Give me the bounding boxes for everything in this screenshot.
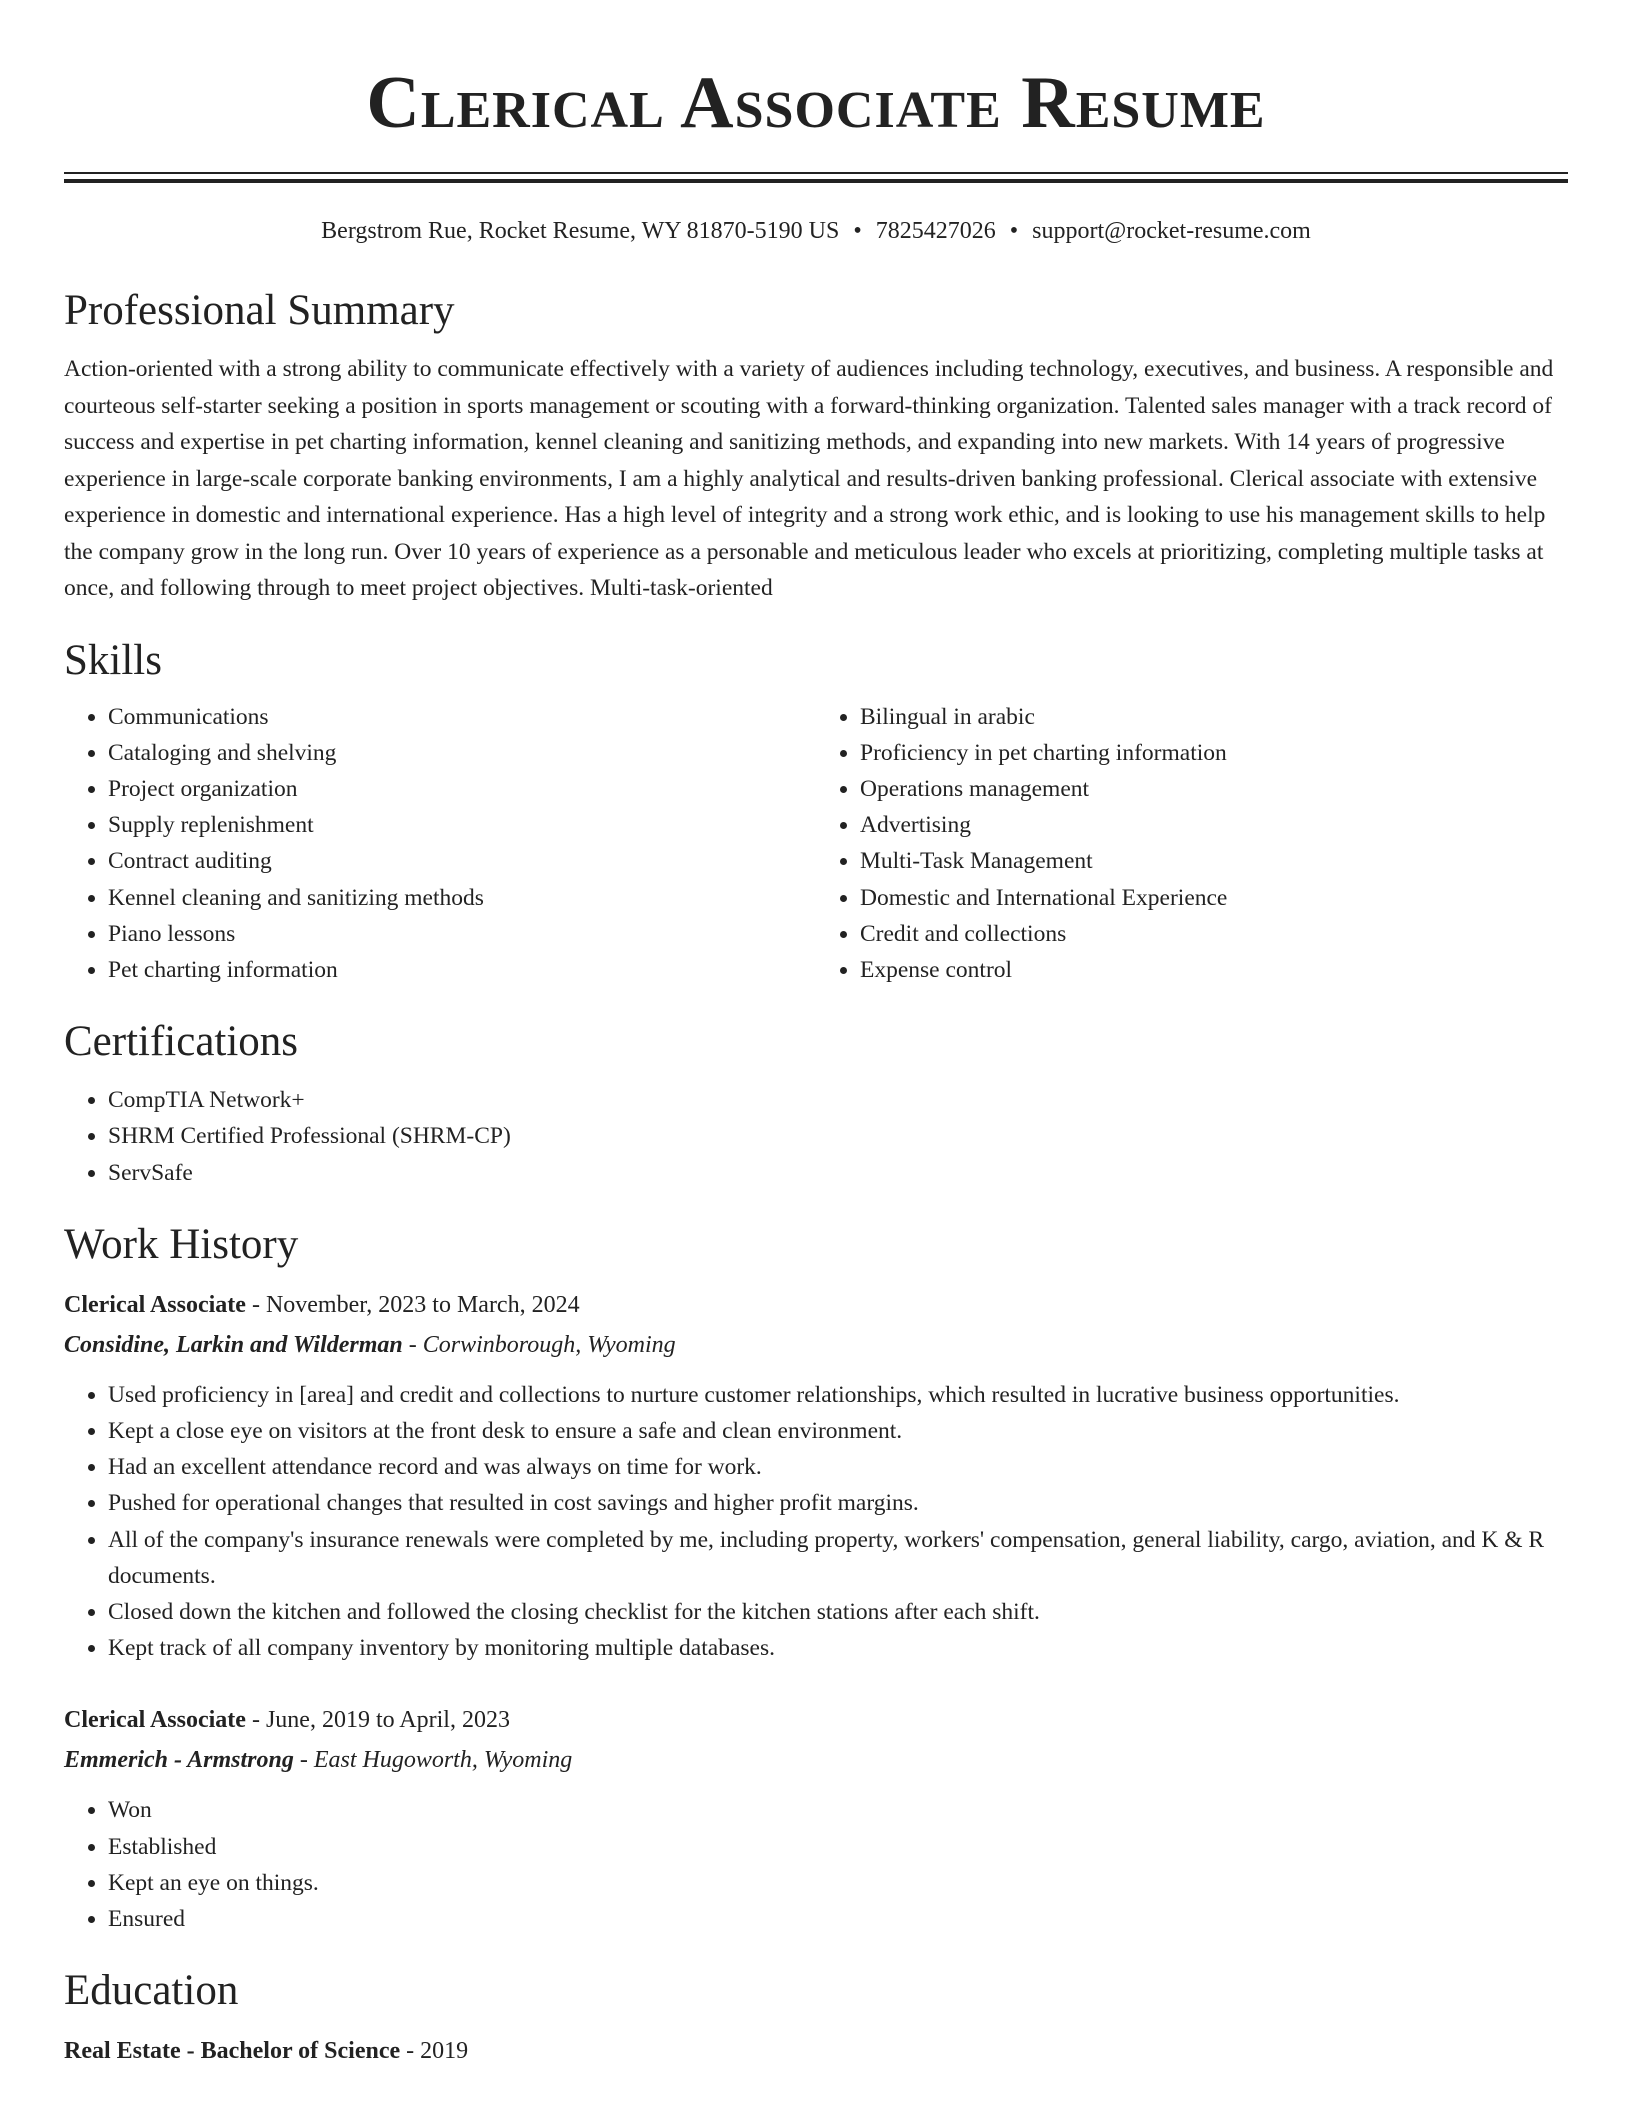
summary-heading: Professional Summary xyxy=(64,287,455,334)
skill-item: • Cataloging and shelving xyxy=(108,735,816,771)
skill-item: • Supply replenishment xyxy=(108,807,816,843)
job-bullet: • Kept an eye on things. xyxy=(108,1865,1568,1901)
skills-heading: Skills xyxy=(64,636,162,684)
summary-section xyxy=(64,283,1568,607)
job-bullet: • Won xyxy=(108,1792,1568,1828)
job-bullet: • Kept track of all company inventory by monitoring multiple databases. xyxy=(108,1630,1568,1666)
job-company: Emmerich - Armstrong xyxy=(64,1747,294,1774)
job-title-line xyxy=(64,1700,1568,1740)
skill-item: • Kennel cleaning and sanitizing methods xyxy=(108,880,816,916)
skill-item: • Multi-Task Management xyxy=(860,843,1568,879)
skills-columns xyxy=(64,699,1568,989)
job-bullet: • Used proficiency in [area] and credit and collections to nurture customer relationships, which resulted in lucrative business opportunities. xyxy=(108,1377,1568,1413)
certification-item: • SHRM Certified Professional (SHRM-CP) xyxy=(108,1118,1568,1154)
job-company: Considine, Larkin and Wilderman xyxy=(64,1331,403,1358)
job-bullet: • Had an excellent attendance record and was always on time for work. xyxy=(108,1449,1568,1485)
work-history-section xyxy=(64,1217,1568,1937)
certification-item: • ServSafe xyxy=(108,1155,1568,1191)
skill-item: • Pet charting information xyxy=(108,952,816,988)
contact-separator: • xyxy=(853,218,862,244)
skill-item: • Advertising xyxy=(860,807,1568,843)
job-title: Clerical Associate xyxy=(64,1707,246,1734)
skill-item: • Domestic and International Experience xyxy=(860,880,1568,916)
job-entry xyxy=(64,1700,1568,1937)
contact-email: support@rocket-resume.com xyxy=(1032,218,1311,244)
resume-title: Clerical Associate Resume xyxy=(366,62,1266,144)
job-title: Clerical Associate xyxy=(64,1291,246,1318)
education-degree: Real Estate - Bachelor of Science xyxy=(64,2038,401,2065)
skill-item: • Project organization xyxy=(108,771,816,807)
education-heading: Education xyxy=(64,1967,239,2015)
contact-separator: • xyxy=(1009,218,1019,244)
skills-list-right xyxy=(816,699,1568,989)
job-bullet: • Established xyxy=(108,1829,1568,1865)
contact-address: Bergstrom Rue, Rocket Resume, WY 81870-5190 US xyxy=(321,218,840,244)
job-entry xyxy=(64,1285,1568,1667)
title-divider xyxy=(64,172,1568,183)
job-company-line xyxy=(64,1740,1568,1780)
skill-item: • Credit and collections xyxy=(860,916,1568,952)
job-bullet: • Ensured xyxy=(108,1901,1568,1937)
skill-item: • Expense control xyxy=(860,952,1568,988)
contact-phone: 7825427026 xyxy=(875,218,996,244)
job-dates: - November, 2023 to March, 2024 xyxy=(245,1291,580,1318)
skill-item: • Piano lessons xyxy=(108,916,816,952)
certification-item: • CompTIA Network+ xyxy=(108,1082,1568,1118)
job-dates: - June, 2019 to April, 2023 xyxy=(245,1707,510,1734)
job-bullet: • Closed down the kitchen and followed the closing checklist for the kitchen stations after each shift. xyxy=(108,1594,1568,1630)
job-company-line xyxy=(64,1325,1568,1365)
job-bullets xyxy=(64,1792,1568,1937)
skill-item: • Operations management xyxy=(860,771,1568,807)
skill-item: • Communications xyxy=(108,699,816,735)
skill-item: • Proficiency in pet charting information xyxy=(860,735,1568,771)
job-bullet: • Pushed for operational changes that resulted in cost savings and higher profit margins. xyxy=(108,1485,1568,1521)
summary-text: Action-oriented with a strong ability to communicate effectively with a variety of audiences including technology, executives, and business. A responsible and courteous self-starter seeking a position in sports management or scouting with a forward-thinking organization. Talented sales manager with a track record of success and expertise in pet charting information, kennel cleaning and sanitizing methods, and expanding into new markets. With 14 years of progressive experience in large-scale corporate banking environments, I am a highly analytical and results-driven banking professional. Clerical associate with extensive experience in domestic and international experience. Has a high level of integrity and a strong work ethic, and is looking to use his management skills to help the company grow in the long run. Over 10 years of experience as a personable and meticulous leader who excels at prioritizing, completing multiple tasks at once, and following through to meet project objectives. Multi-task-oriented xyxy=(64,356,1554,601)
contact-line xyxy=(64,215,1568,247)
skills-section xyxy=(64,633,1568,989)
job-location: - East Hugoworth, Wyoming xyxy=(293,1747,573,1774)
job-bullet: • All of the company's insurance renewals were completed by me, including property, workers' compensation, general liability, cargo, aviation, and K & R documents. xyxy=(108,1522,1568,1594)
education-year: - 2019 xyxy=(400,2038,469,2065)
education-section xyxy=(64,1963,1568,2071)
certifications-heading: Certifications xyxy=(64,1018,299,1066)
skill-item: • Bilingual in arabic xyxy=(860,699,1568,735)
job-title-line xyxy=(64,1285,1568,1325)
skill-item: • Contract auditing xyxy=(108,843,816,879)
job-location: - Corwinborough, Wyoming xyxy=(402,1331,676,1358)
certifications-section xyxy=(64,1014,1568,1191)
job-bullets xyxy=(64,1377,1568,1667)
skills-list-left xyxy=(64,699,816,989)
certifications-list xyxy=(64,1082,1568,1191)
job-bullet: • Kept a close eye on visitors at the front desk to ensure a safe and clean environment. xyxy=(108,1413,1568,1449)
work-history-heading: Work History xyxy=(64,1220,299,1268)
education-entry xyxy=(64,2031,1568,2071)
